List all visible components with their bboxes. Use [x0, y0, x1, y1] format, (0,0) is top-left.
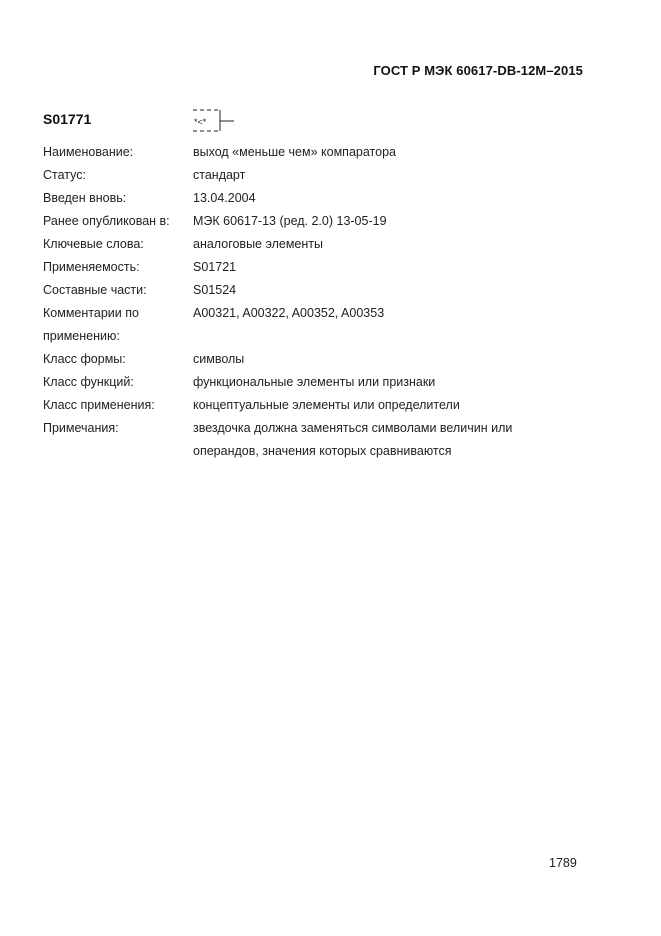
field-value: функциональные элементы или признаки — [193, 375, 436, 389]
field-value: символы — [193, 352, 245, 366]
field-row-previously-published — [43, 210, 603, 233]
field-label: Применяемость: — [43, 260, 140, 274]
field-label: Комментарии по применению: — [43, 306, 139, 343]
field-label: Класс функций: — [43, 375, 134, 389]
document-title: ГОСТ Р МЭК 60617-DB-12M–2015 — [373, 63, 583, 78]
less-than-comparator-output-symbol-icon — [192, 107, 242, 135]
field-row-name — [43, 141, 603, 164]
field-value: S01524 — [193, 283, 237, 297]
field-value: S01721 — [193, 260, 237, 274]
field-label: Введен вновь: — [43, 191, 127, 205]
field-list — [43, 141, 603, 463]
field-value: звездочка должна заменяться символами величин или операндов, значения которых сравниваются — [193, 421, 513, 458]
field-row-notes — [43, 417, 603, 463]
symbol-text: *<* — [194, 117, 207, 127]
field-label: Класс формы: — [43, 352, 126, 366]
field-label: Составные части: — [43, 283, 147, 297]
field-row-function-class — [43, 371, 603, 394]
page-number: 1789 — [549, 856, 577, 870]
field-value: аналоговые элементы — [193, 237, 323, 251]
field-row-application-comments — [43, 302, 603, 348]
field-label: Ключевые слова: — [43, 237, 144, 251]
field-value: 13.04.2004 — [193, 191, 256, 205]
field-value: концептуальные элементы или определители — [193, 398, 460, 412]
field-row-shape-class — [43, 348, 603, 371]
field-row-components — [43, 279, 603, 302]
field-label: Класс применения: — [43, 398, 155, 412]
field-label: Ранее опубликован в: — [43, 214, 170, 228]
field-label: Наименование: — [43, 145, 134, 159]
symbol-id: S01771 — [43, 111, 92, 127]
field-row-status — [43, 164, 603, 187]
field-value: стандарт — [193, 168, 246, 182]
field-label: Статус: — [43, 168, 86, 182]
field-value: выход «меньше чем» компаратора — [193, 145, 396, 159]
field-row-application-class — [43, 394, 603, 417]
field-row-keywords — [43, 233, 603, 256]
field-row-applicability — [43, 256, 603, 279]
field-value: МЭК 60617-13 (ред. 2.0) 13-05-19 — [193, 214, 387, 228]
field-label: Примечания: — [43, 421, 119, 435]
field-row-introduced — [43, 187, 603, 210]
field-value: A00321, A00322, A00352, A00353 — [193, 306, 385, 320]
